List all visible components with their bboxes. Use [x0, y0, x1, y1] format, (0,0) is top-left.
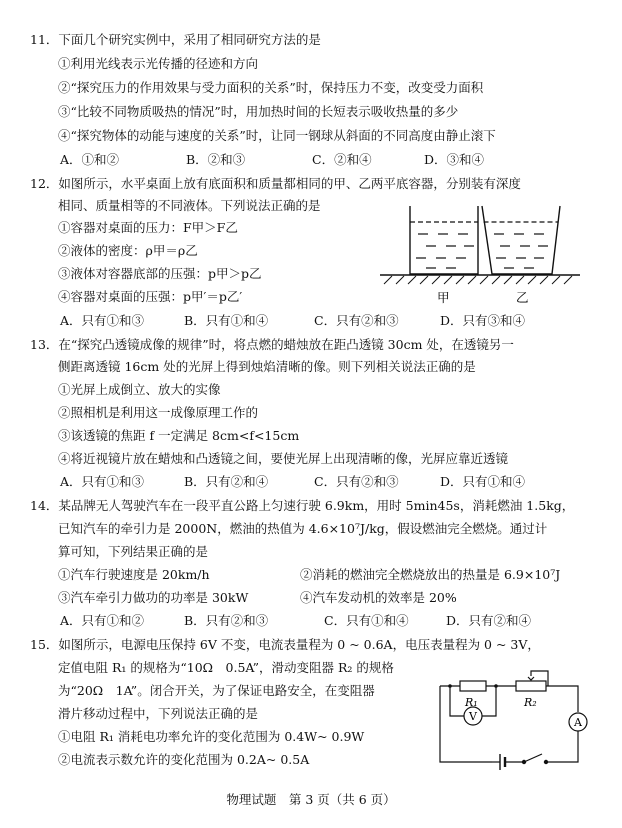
q15-stem-line-3: 为“20Ω 1A”。闭合开关，为了保证电路安全，在变阻器	[58, 683, 375, 698]
label-yi: 乙	[516, 290, 529, 305]
q14-item-3: ③汽车牵引力做功的功率是 30kW	[58, 590, 249, 605]
q13-item-3: ③该透镜的焦距 f 一定满足 8cm<f<15cm	[58, 428, 300, 443]
q11-item-2: ②“探究压力的作用效果与受力面积的关系”时，保持压力不变，改变受力面积	[58, 80, 484, 95]
q15-stem-line-4: 滑片移动过程中，下列说法正确的是	[58, 706, 259, 721]
q12-item-1: ①容器对桌面的压力：F甲＞F乙	[58, 220, 238, 235]
q13-option-a: A．只有①和③	[60, 474, 145, 489]
q11-option-a: A．①和②	[60, 152, 120, 167]
q13-option-d: D．只有①和④	[440, 474, 526, 489]
q13-item-2: ②照相机是利用这一成像原理工作的	[58, 405, 259, 420]
q11-option-d: D．③和④	[424, 152, 485, 167]
q14-option-c: C．只有①和④	[324, 613, 409, 628]
label-jia: 甲	[437, 290, 450, 305]
q14-item-2: ②消耗的燃油完全燃烧放出的热量是 6.9×10⁷J	[300, 567, 561, 582]
q11-option-b: B．②和③	[186, 152, 246, 167]
q14-stem-line-3: 算可知，下列结果正确的是	[58, 544, 209, 559]
q11-option-c: C．②和④	[312, 152, 372, 167]
q12-item-2: ②液体的密度：ρ甲＝ρ乙	[58, 243, 198, 258]
q15-circuit-diagram	[430, 666, 610, 778]
q12-option-c: C．只有②和③	[314, 313, 399, 328]
q12-option-b: B．只有①和④	[184, 313, 269, 328]
q14-option-b: B．只有②和③	[184, 613, 269, 628]
q14-option-d: D．只有②和④	[446, 613, 532, 628]
q14-stem-line-2: 已知汽车的牵引力是 2000N，燃油的热值为 4.6×10⁷J/kg，假设燃油完全燃烧。通过计	[58, 521, 548, 536]
label-voltmeter: V	[469, 710, 477, 723]
q12-item-3: ③液体对容器底部的压强：p甲＞p乙	[58, 266, 262, 281]
q15-item-2: ②电流表示数允许的变化范围为 0.2A~ 0.5A	[58, 752, 310, 767]
q14-item-1: ①汽车行驶速度是 20km/h	[58, 567, 210, 582]
q12-stem-line-2: 相同、质量相等的不同液体。下列说法正确的是	[58, 198, 321, 213]
q12-container-figure	[380, 204, 580, 312]
q13-stem-line-1: 13．在“探究凸透镜成像的规律”时，将点燃的蜡烛放在距凸透镜 30cm 处，在透镜另一	[30, 337, 514, 352]
q11-stem: 11．下面几个研究实例中，采用了相同研究方法的是	[30, 32, 321, 47]
q15-stem-line-2: 定值电阻 R₁ 的规格为“10Ω 0.5A”，滑动变阻器 R₂ 的规格	[58, 660, 394, 675]
q12-stem-line-1: 12．如图所示，水平桌面上放有底面积和质量都相同的甲、乙两平底容器，分别装有深度	[30, 176, 521, 191]
q15-item-1: ①电阻 R₁ 消耗电功率允许的变化范围为 0.4W~ 0.9W	[58, 729, 365, 744]
q12-option-a: A．只有①和③	[60, 313, 145, 328]
q13-option-c: C．只有②和③	[314, 474, 399, 489]
q11-item-1: ①利用光线表示光传播的径迹和方向	[58, 56, 259, 71]
q13-item-1: ①光屏上成倒立、放大的实像	[58, 382, 221, 397]
q11-item-4: ④“探究物体的动能与速度的关系”时，让同一钢球从斜面的不同高度由静止滚下	[58, 128, 496, 143]
q14-stem-line-1: 14．某品牌无人驾驶汽车在一段平直公路上匀速行驶 6.9km，用时 5min45s，消耗燃油 1.5kg，	[30, 498, 575, 513]
q13-stem-line-2: 侧距离透镜 16cm 处的光屏上得到烛焰清晰的像。则下列相关说法正确的是	[58, 359, 476, 374]
page-footer: 物理试题 第 3 页（共 6 页）	[226, 792, 396, 807]
q13-option-b: B．只有②和④	[184, 474, 269, 489]
label-r1: R₁	[465, 696, 478, 709]
q15-stem-line-1: 15．如图所示，电源电压保持 6V 不变，电流表量程为 0 ~ 0.6A，电压表量程为 0 ~ 3V，	[30, 637, 540, 652]
label-ammeter: A	[574, 716, 582, 729]
q12-item-4: ④容器对桌面的压强：p甲′＝p乙′	[58, 289, 243, 304]
q14-option-a: A．只有①和②	[60, 613, 145, 628]
q11-item-3: ③“比较不同物质吸热的情况”时，用加热时间的长短表示吸收热量的多少	[58, 104, 459, 119]
q13-item-4: ④将近视镜片放在蜡烛和凸透镜之间，要使光屏上出现清晰的像，光屏应靠近透镜	[58, 451, 509, 466]
q12-option-d: D．只有③和④	[440, 313, 526, 328]
q14-item-4: ④汽车发动机的效率是 20%	[300, 590, 457, 605]
label-r2: R₂	[524, 696, 537, 709]
